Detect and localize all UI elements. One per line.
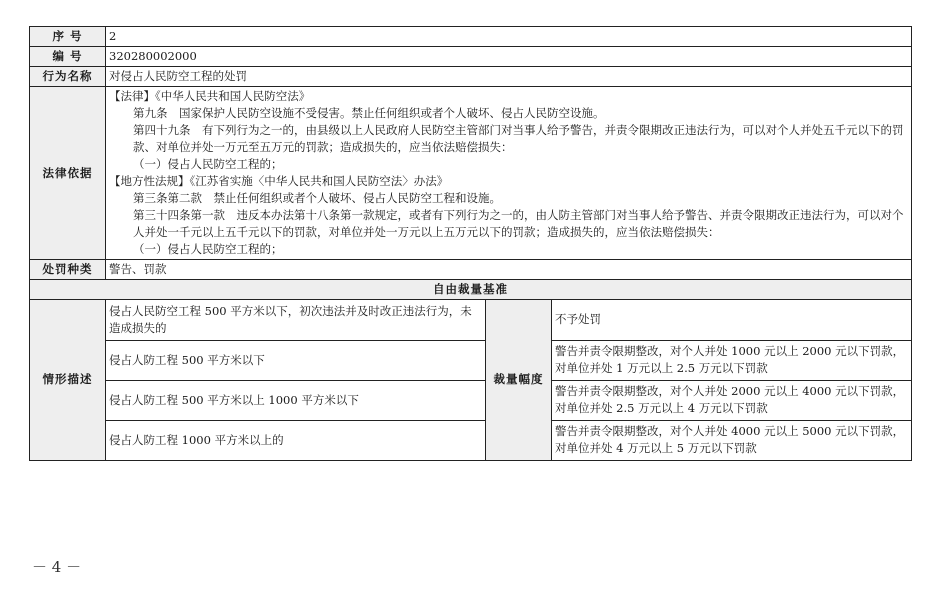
- label-range: 裁量幅度: [486, 300, 552, 460]
- regulation-article-34-item-1: （一）侵占人民防空工程的；: [133, 242, 283, 256]
- situation-cell: 侵占人防工程 500 平方米以下: [106, 340, 486, 380]
- label-legal-basis: 法律依据: [30, 87, 106, 260]
- row-legal-basis: [30, 87, 912, 260]
- situation-cell: 侵占人防工程 1000 平方米以上的: [106, 420, 486, 460]
- discretion-row: [30, 420, 912, 460]
- penalty-cell: 警告并责令限期整改，对个人并处 1000 元以上 2000 元以下罚款，对单位并处 1 万元以上 2.5 万元以下罚款: [552, 340, 912, 380]
- situation-cell: 侵占人民防空工程 500 平方米以下，初次违法并及时改正违法行为，未造成损失的: [106, 300, 486, 340]
- row-discretion-title: [30, 280, 912, 300]
- value-behavior: 对侵占人民防空工程的处罚: [106, 67, 912, 87]
- row-penalty-type: [30, 260, 912, 280]
- row-behavior: [30, 67, 912, 87]
- discretion-title: 自由裁量基准: [30, 280, 912, 300]
- label-behavior: 行为名称: [30, 67, 106, 87]
- law-article-49-item-1: （一）侵占人民防空工程的；: [133, 157, 283, 171]
- penalty-cell: 警告并责令限期整改，对个人并处 4000 元以上 5000 元以下罚款，对单位并处 4 万元以上 5 万元以下罚款: [552, 420, 912, 460]
- discretion-row: [30, 300, 912, 340]
- regulation-article-34: 第三十四条第一款 违反本办法第十八条第一款规定，或者有下列行为之一的，由人防主管部门对当事人给予警告、并责令限期改正违法行为，可以对个人并处一千元以上五千元以下的罚款，对单位并处一万元以上五万元以下的罚款；造成损失的，应当依法赔偿损失：: [133, 208, 904, 239]
- value-serial: 2: [106, 27, 912, 47]
- discretion-table: [29, 300, 912, 461]
- page-number: － 4 －: [32, 558, 82, 576]
- discretion-row: [30, 340, 912, 380]
- law-article-9: 第九条 国家保护人民防空设施不受侵害。禁止任何组织或者个人破坏、侵占人民防空设施。: [133, 106, 605, 120]
- penalty-cell: 不予处罚: [552, 300, 912, 340]
- label-serial: 序 号: [30, 27, 106, 47]
- penalty-cell: 警告并责令限期整改，对个人并处 2000 元以上 4000 元以下罚款，对单位并处 2.5 万元以上 4 万元以下罚款: [552, 380, 912, 420]
- law-heading: 【法律】《中华人民共和国人民防空法》: [109, 89, 311, 103]
- row-serial: [30, 27, 912, 47]
- legal-basis-content: [106, 87, 912, 260]
- value-penalty-type: 警告、罚款: [106, 260, 912, 280]
- label-code: 编 号: [30, 47, 106, 67]
- penalty-table: [29, 26, 912, 300]
- regulation-article-3: 第三条第二款 禁止任何组织或者个人破坏、侵占人民防空工程和设施。: [133, 191, 501, 205]
- regulation-heading: 【地方性法规】《江苏省实施〈中华人民共和国人民防空法〉办法》: [109, 174, 449, 188]
- discretion-row: [30, 380, 912, 420]
- label-penalty-type: 处罚种类: [30, 260, 106, 280]
- law-article-49: 第四十九条 有下列行为之一的，由县级以上人民政府人民防空主管部门对当事人给予警告，并责令限期改正违法行为，可以对个人并处五千元以下的罚款、对单位并处一万元至五万元的罚款；造成损失的，应当依法赔偿损失：: [133, 123, 904, 154]
- row-code: [30, 47, 912, 67]
- value-code: 320280002000: [106, 47, 912, 67]
- penalty-table-sheet: [29, 26, 911, 461]
- label-circumstances: 情形描述: [30, 300, 106, 460]
- situation-cell: 侵占人防工程 500 平方米以上 1000 平方米以下: [106, 380, 486, 420]
